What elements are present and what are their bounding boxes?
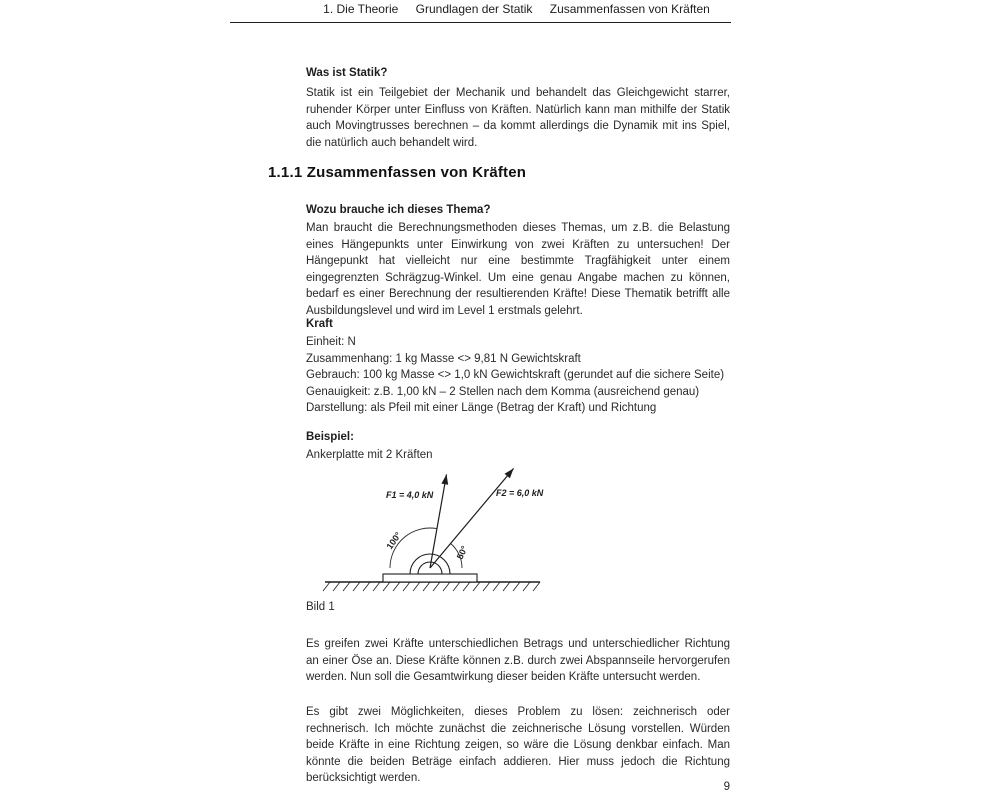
kraft-definition-list: [306, 334, 730, 417]
kraft-line: Genauigkeit: z.B. 1,00 kN – 2 Stellen nach dem Komma (ausreichend genau): [306, 385, 700, 398]
f1-arrowhead: [441, 474, 448, 484]
kraft-line: Gebrauch: 100 kg Masse <> 1,0 kN Gewichtskraft (gerundet auf die sichere Seite): [306, 369, 725, 381]
header-chapter: 1. Die Theorie: [323, 2, 399, 16]
heading-was-ist-statik: Was ist Statik?: [306, 67, 388, 79]
paragraph-after-figure: Es greifen zwei Kräfte unterschiedlichen Betrags und unterschiedlicher Richtung an einer Öse an. Diese Kräfte können z.B. durch zwei Abspannseile hervorgerufen werden. Nun soll die Gesamtwirkung dieser beiden Kräfte untersucht werden.: [306, 638, 730, 683]
heading-beispiel: Beispiel:: [306, 431, 354, 443]
header-subsection: Zusammenfassen von Kräften: [549, 2, 710, 16]
kraft-line: Einheit: N: [306, 336, 356, 348]
heading-wozu: Wozu brauche ich dieses Thema?: [306, 204, 491, 216]
page-number: 9: [723, 781, 730, 793]
header-section: Grundlagen der Statik: [415, 2, 533, 16]
ground-hatching: [323, 582, 540, 591]
beispiel-subtitle: Ankerplatte mit 2 Kräften: [306, 449, 433, 461]
anchor-plate-figure: [306, 452, 586, 600]
f2-label: F2 = 6,0 kN: [496, 488, 544, 498]
kraft-line: Darstellung: als Pfeil mit einer Länge (Betrag der Kraft) und Richtung: [306, 402, 657, 414]
kraft-line: Zusammenhang: 1 kg Masse <> 9,81 N Gewichtskraft: [306, 352, 581, 365]
running-header: [230, 0, 731, 23]
angle-100-label: 100°: [384, 530, 404, 552]
eye-ring: [410, 554, 450, 574]
section-title: 1.1.1 Zusammenfassen von Kräften: [268, 164, 527, 181]
f1-label: F1 = 4,0 kN: [386, 490, 434, 500]
anchor-plate: [383, 574, 477, 582]
paragraph-wozu: Man braucht die Berechnungsmethoden dieses Themas, um z.B. die Belastung eines Hängepunkts unter Einwirkung von zwei Kräften zu untersuchen! Der Hängepunkt hat vielleicht nur eine bestimmte Tragfähigkeit unter einem eingegrenzten Schrägzug-Winkel. Um eine genau Angabe machen zu können, bedarf es einer Berechnung der resultierenden Kräfte! Diese Thematik betrifft alle Ausbildungslevel und wird im Level 1 erstmals gelehrt.: [306, 222, 730, 317]
paragraph-closing: Es gibt zwei Möglichkeiten, dieses Problem zu lösen: zeichnerisch oder rechnerisch. Ich möchte zunächst die zeichnerische Lösung vorstellen. Würden beide Kräfte in eine Richtung zeigen, so wäre die Lösung denkbar einfach. Man könnte die beiden Beträge einfach addieren. Hier muss jedoch die Richtung berücksichtigt werden.: [306, 706, 730, 784]
figure-caption: Bild 1: [306, 601, 335, 613]
angle-50-label: 50°: [454, 544, 470, 561]
heading-kraft: Kraft: [306, 318, 333, 330]
f1-arrow: [430, 474, 447, 568]
paragraph-was-ist-statik: Statik ist ein Teilgebiet der Mechanik und behandelt das Gleichgewicht starrer, ruhender Körper unter Einfluss von Kräften. Natürlich kann man mithilfe der Statik auch Movingtrusses berechnen – da kommt allerdings die Dynamik mit ins Spiel, die natürlich auch behandelt wird.: [306, 87, 730, 149]
